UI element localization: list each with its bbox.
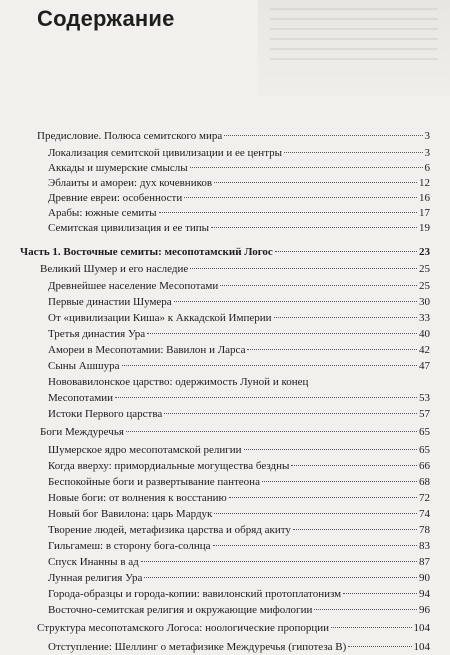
dot-leader (274, 316, 418, 318)
toc-entry-title: Новый бог Вавилона: царь Мардук (48, 508, 213, 520)
dot-leader (211, 226, 417, 228)
dot-leader (284, 151, 422, 153)
toc-entry-title-line1[interactable]: Нововавилонское царство: одержимость Луной и конец (48, 376, 309, 388)
dot-leader (126, 430, 417, 432)
toc-entry[interactable] (48, 343, 430, 358)
toc-entry-page: 25 (419, 280, 430, 292)
dot-leader (164, 412, 417, 414)
toc-entry[interactable] (48, 475, 430, 490)
print-through (258, 0, 450, 95)
toc-entry-page: 68 (419, 476, 430, 488)
dot-leader (291, 464, 417, 466)
toc-entry[interactable] (48, 221, 430, 236)
dot-leader (190, 267, 417, 269)
toc-entry-page: 87 (419, 556, 430, 568)
toc-entry-page: 65 (419, 426, 430, 438)
toc-entry-title: Сыны Ашшура (48, 360, 120, 372)
toc-entry-page: 72 (419, 492, 430, 504)
toc-entry[interactable] (48, 191, 430, 206)
dot-leader (214, 512, 417, 514)
toc-entry[interactable] (48, 295, 430, 310)
dot-leader (343, 592, 417, 594)
toc-entry-title: Восточно-семитская религия и окружающие мифологии (48, 604, 313, 616)
toc-entry-title: Амореи в Месопотамии: Вавилон и Ларса (48, 344, 246, 356)
toc-entry-title: Древнейшее население Месопотами (48, 280, 219, 292)
toc-entry-title: Семитская цивилизация и ее типы (48, 222, 210, 234)
toc-entry-title: Беспокойные боги и развертывание пантеона (48, 476, 260, 488)
dot-leader (214, 181, 417, 183)
toc-entry-title: Города-образцы и города-копии: вавилонский протоплатонизм (48, 588, 342, 600)
toc-entry-title: Предисловие. Полюса семитского мира (37, 130, 223, 142)
toc-entry[interactable] (48, 391, 430, 406)
toc-entry[interactable] (37, 129, 430, 144)
toc-entry-page: 83 (419, 540, 430, 552)
toc-entry-page: 65 (419, 444, 430, 456)
dot-leader (144, 576, 417, 578)
toc-entry-page: 47 (419, 360, 430, 372)
dot-leader (115, 396, 417, 398)
toc-entry[interactable] (48, 459, 430, 474)
dot-leader (348, 645, 411, 647)
dot-leader (213, 544, 417, 546)
toc-part-entry[interactable] (20, 245, 430, 260)
toc-entry[interactable] (48, 507, 430, 522)
dot-leader (244, 448, 417, 450)
toc-entry-page: 53 (419, 392, 430, 404)
toc-entry[interactable] (48, 603, 430, 618)
toc-entry-title: Спуск Инанны в ад (48, 556, 139, 568)
toc-entry-page: 17 (419, 207, 430, 219)
dot-leader (122, 364, 417, 366)
toc-entry-page: 40 (419, 328, 430, 340)
toc-entry-page: 94 (419, 588, 430, 600)
toc-entry-page: 57 (419, 408, 430, 420)
toc-entry[interactable] (48, 571, 430, 586)
toc-entry-page: 90 (419, 572, 430, 584)
toc-entry-title: Эблаиты и амореи: дух кочевников (48, 177, 213, 189)
toc-entry[interactable] (48, 327, 430, 342)
toc-entry-title: Аккады и шумерские смыслы (48, 162, 188, 174)
dot-leader (147, 332, 417, 334)
dot-leader (262, 480, 417, 482)
toc-entry[interactable] (40, 425, 430, 440)
toc-entry-title: Структура месопотамского Логоса: ноологические пропорции (37, 622, 330, 634)
toc-entry-title: Лунная религия Ура (48, 572, 143, 584)
toc-entry-page: 66 (419, 460, 430, 472)
dot-leader (247, 348, 417, 350)
toc-entry-page: 3 (424, 130, 430, 142)
toc-entry-title: Первые династии Шумера (48, 296, 172, 308)
toc-entry-page: 78 (419, 524, 430, 536)
toc-entry-title: Новые боги: от волнения к восстанию (48, 492, 227, 504)
dot-leader (224, 134, 422, 136)
toc-entry-title: Локализация семитской цивилизации и ее центры (48, 147, 283, 159)
toc-entry-page: 3 (424, 147, 430, 159)
toc-entry[interactable] (48, 176, 430, 191)
dot-leader (220, 284, 417, 286)
toc-entry[interactable] (37, 621, 430, 636)
dot-leader (190, 166, 423, 168)
toc-entry-title: Боги Междуречья (40, 426, 124, 438)
toc-entry[interactable] (48, 443, 430, 458)
toc-entry-page: 30 (419, 296, 430, 308)
toc-entry-page: 23 (419, 246, 430, 258)
toc-entry-title: Великий Шумер и его наследие (40, 263, 189, 275)
toc-entry-page: 25 (419, 263, 430, 275)
toc-entry-title: Когда вверху: примордиальные могущества бездны (48, 460, 290, 472)
toc-entry[interactable] (48, 407, 430, 422)
toc-entry-title: Месопотамии (48, 392, 113, 404)
toc-entry-title: Отступление: Шеллинг о метафизике Междуречья (гипотеза В) (48, 641, 347, 653)
dot-leader (184, 196, 417, 198)
toc-entry-page: 16 (419, 192, 430, 204)
toc-entry-page: 42 (419, 344, 430, 356)
page-title: Содержание (37, 6, 175, 31)
toc-entry-page: 96 (419, 604, 430, 616)
toc-entry[interactable] (40, 262, 430, 277)
dot-leader (229, 496, 417, 498)
toc-entry-title: От «цивилизации Киша» к Аккадской Империи (48, 312, 272, 324)
toc-entry-page: 74 (419, 508, 430, 520)
toc-entry[interactable] (48, 539, 430, 554)
toc-entry[interactable] (48, 587, 430, 602)
toc-entry[interactable] (48, 206, 430, 221)
dot-leader (314, 608, 417, 610)
toc-entry[interactable] (48, 161, 430, 176)
toc-entry[interactable] (48, 311, 430, 326)
toc-entry-page: 6 (424, 162, 430, 174)
toc-entry[interactable] (48, 640, 430, 655)
toc-entry-title: Часть 1. Восточные семиты: месопотамский Логос (20, 246, 273, 258)
toc-entry-page: 19 (419, 222, 430, 234)
dot-leader (331, 626, 411, 628)
toc-entry-page: 104 (413, 622, 430, 634)
toc-entry-page: 33 (419, 312, 430, 324)
toc-entry-title: Творение людей, метафизика царства и обряд акиту (48, 524, 291, 536)
toc-entry[interactable] (48, 491, 430, 506)
toc-entry[interactable] (48, 523, 430, 538)
toc-entry-page: 104 (413, 641, 430, 653)
toc-entry-title: Третья династия Ура (48, 328, 146, 340)
toc-entry-title: Гильгамеш: в сторону бога-солнца (48, 540, 211, 552)
toc-entry-title: Шумерское ядро месопотамской религии (48, 444, 242, 456)
toc-entry[interactable] (48, 279, 430, 294)
dot-leader (275, 250, 417, 252)
toc-entry-title: Древние евреи: особенности (48, 192, 183, 204)
dot-leader (293, 528, 417, 530)
toc-entry-title: Арабы: южные семиты (48, 207, 157, 219)
toc-entry[interactable] (48, 555, 430, 570)
toc-entry[interactable] (48, 146, 430, 161)
toc-entry[interactable] (48, 359, 430, 374)
toc-entry-title: Истоки Первого царства (48, 408, 163, 420)
dot-leader (159, 211, 417, 213)
dot-leader (141, 560, 417, 562)
toc-entry-page: 12 (419, 177, 430, 189)
dot-leader (174, 300, 417, 302)
